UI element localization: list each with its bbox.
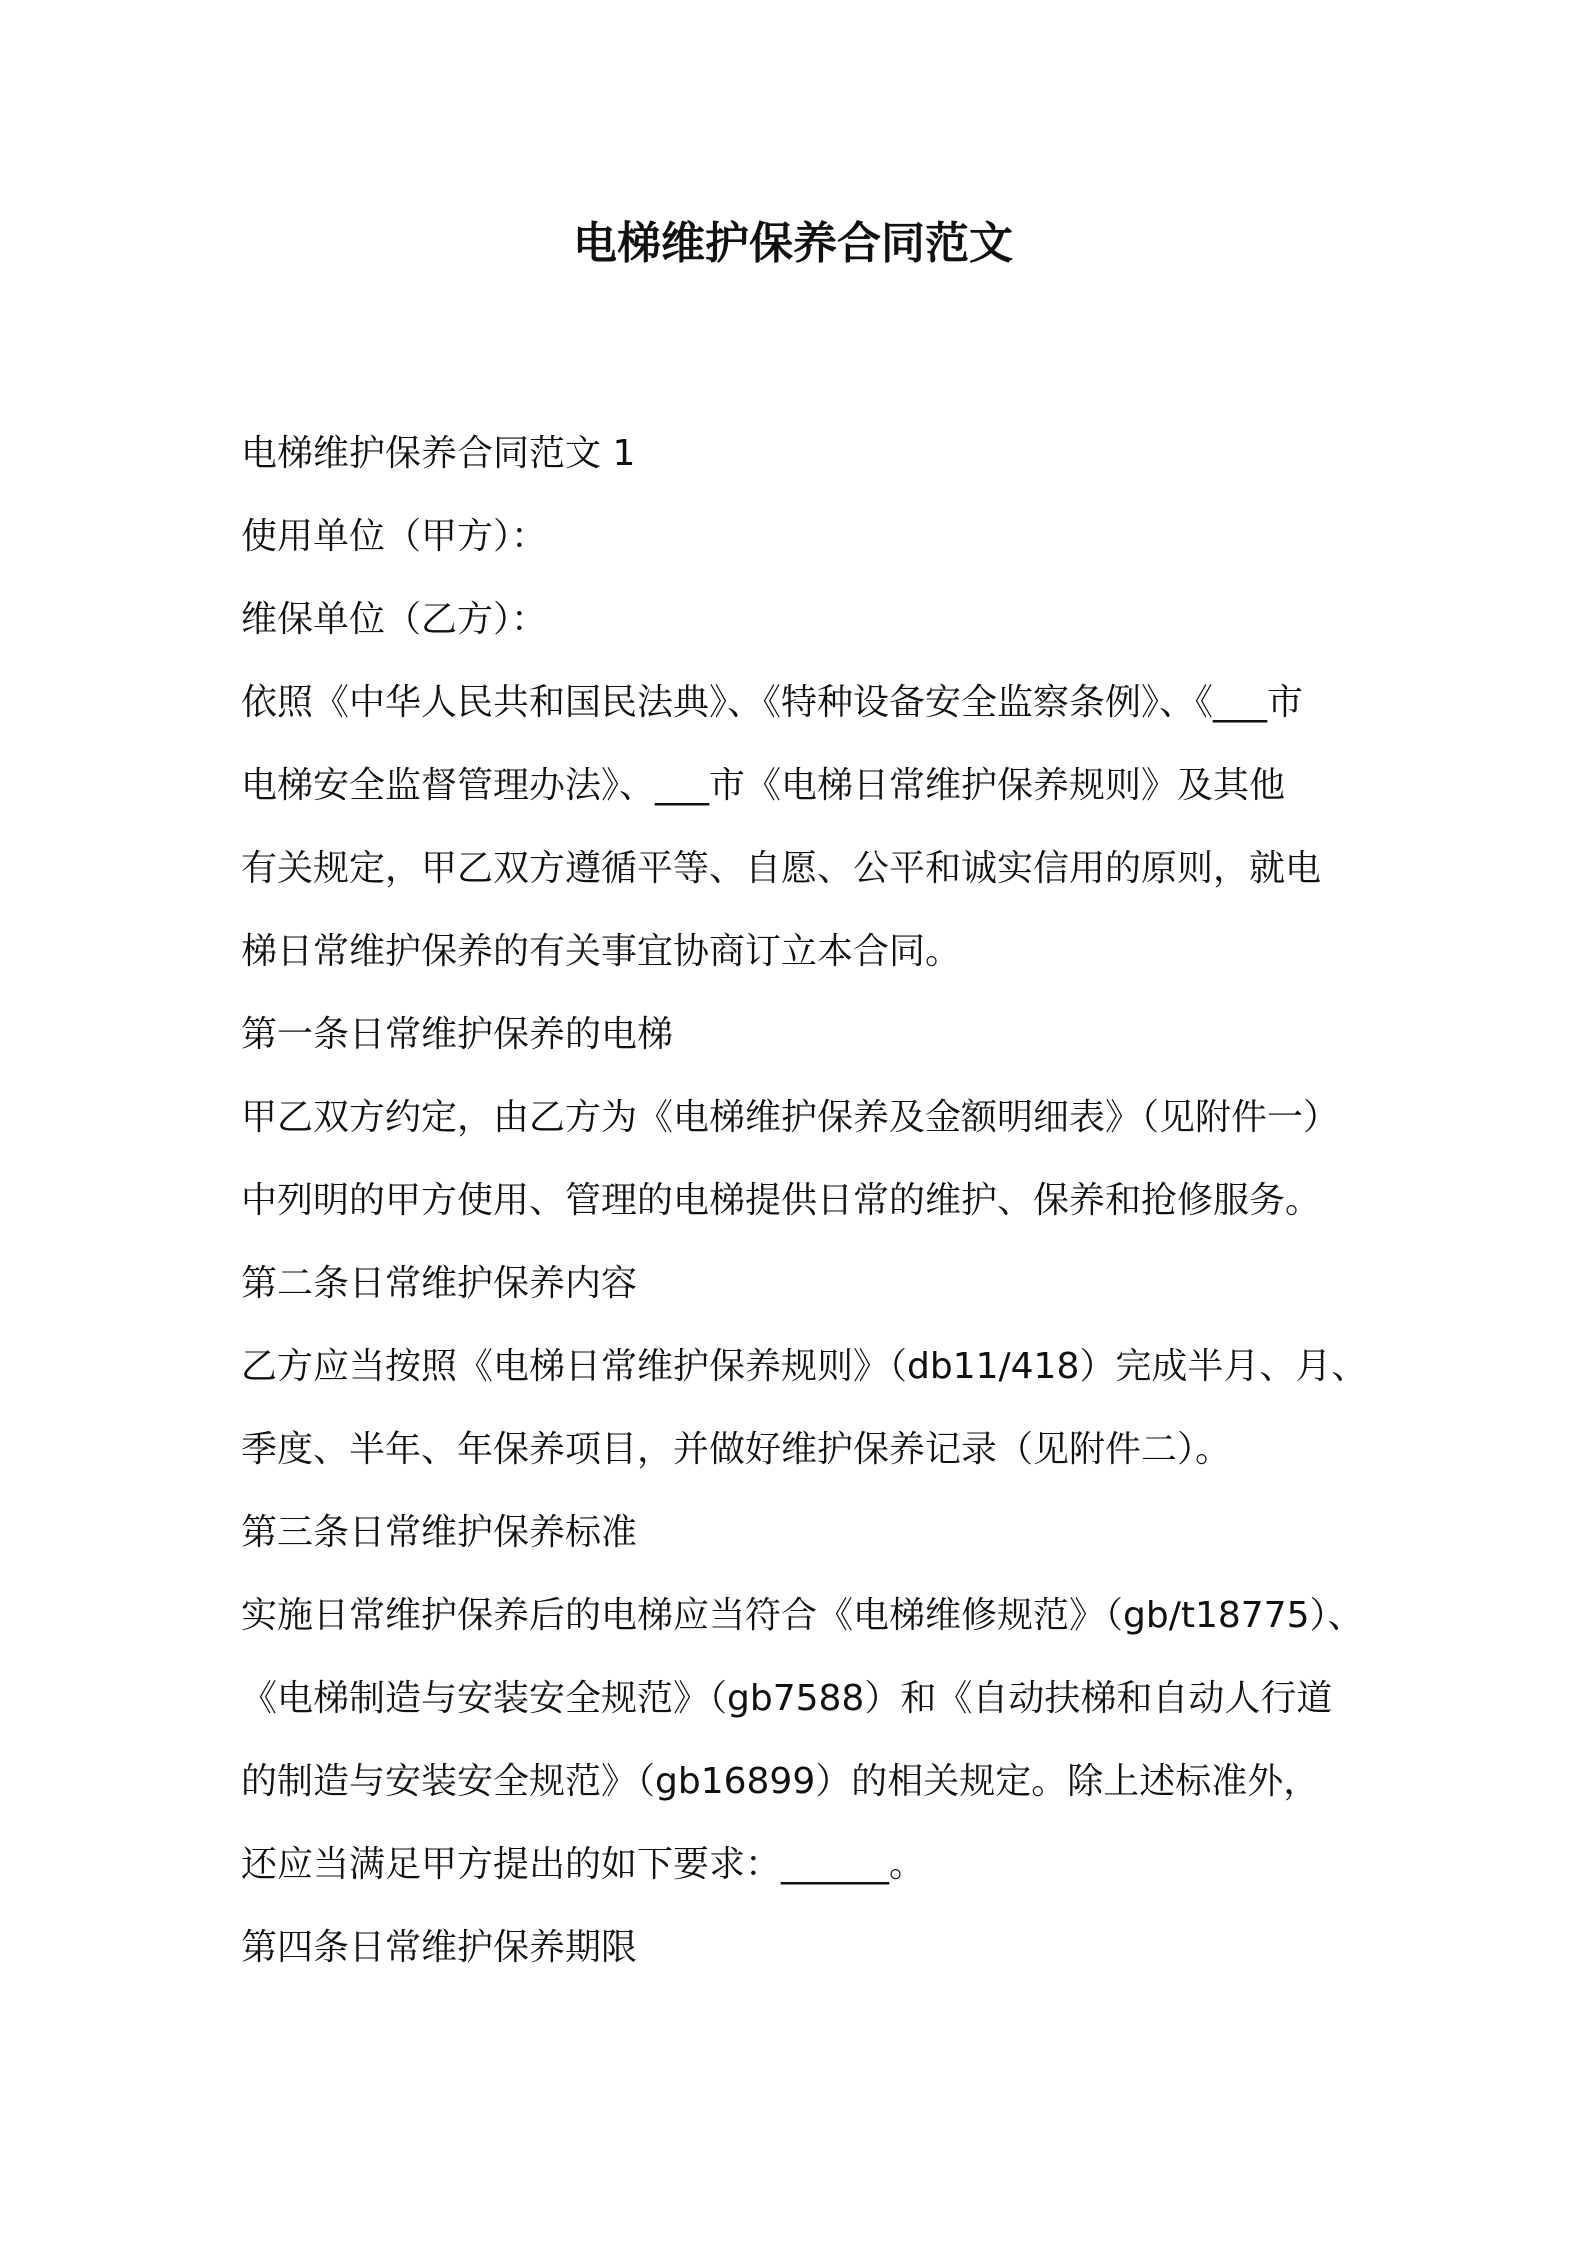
document-body bbox=[241, 412, 1371, 1989]
paragraph-line: 梯日常维护保养的有关事宜协商订立本合同。 bbox=[241, 931, 962, 972]
article-1-heading: 第一条日常维护保养的电梯 bbox=[241, 1014, 674, 1055]
paragraph-line: 依照《中华人民共和国民法典》、《特种设备安全监察条例》、《___市 bbox=[241, 682, 1304, 723]
paragraph-line: 还应当满足甲方提出的如下要求：______。 bbox=[241, 1844, 926, 1885]
article-2-heading: 第二条日常维护保养内容 bbox=[241, 1263, 638, 1304]
paragraph-line: 季度、半年、年保养项目，并做好维护保养记录（见附件二）。 bbox=[241, 1429, 1232, 1470]
paragraph-line: 甲乙双方约定，由乙方为《电梯维护保养及金额明细表》（见附件一） bbox=[241, 1097, 1340, 1138]
party-a-line: 使用单位（甲方）： bbox=[241, 516, 548, 557]
article-3-heading: 第三条日常维护保养标准 bbox=[241, 1512, 638, 1553]
paragraph-line: 中列明的甲方使用、管理的电梯提供日常的维护、保养和抢修服务。 bbox=[241, 1180, 1322, 1221]
document-title: 电梯维护保养合同范文 bbox=[573, 218, 1013, 269]
paragraph-line: 乙方应当按照《电梯日常维护保养规则》（db11/418）完成半月、月、 bbox=[241, 1346, 1368, 1387]
paragraph-line: 有关规定，甲乙双方遵循平等、自愿、公平和诚实信用的原则，就电 bbox=[241, 848, 1322, 889]
paragraph-line: 电梯安全监督管理办法》、___市《电梯日常维护保养规则》及其他 bbox=[241, 765, 1286, 806]
party-b-line: 维保单位（乙方）： bbox=[241, 599, 548, 640]
paragraph-line: 实施日常维护保养后的电梯应当符合《电梯维修规范》（gb/t18775）、 bbox=[241, 1595, 1364, 1636]
paragraph-line: 的制造与安装安全规范》（gb16899）的相关规定。除上述标准外， bbox=[241, 1761, 1320, 1802]
article-4-heading: 第四条日常维护保养期限 bbox=[241, 1927, 638, 1968]
contract-heading: 电梯维护保养合同范文 1 bbox=[241, 433, 636, 474]
paragraph-line: 《电梯制造与安装安全规范》（gb7588）和《自动扶梯和自动人行道 bbox=[241, 1678, 1333, 1719]
